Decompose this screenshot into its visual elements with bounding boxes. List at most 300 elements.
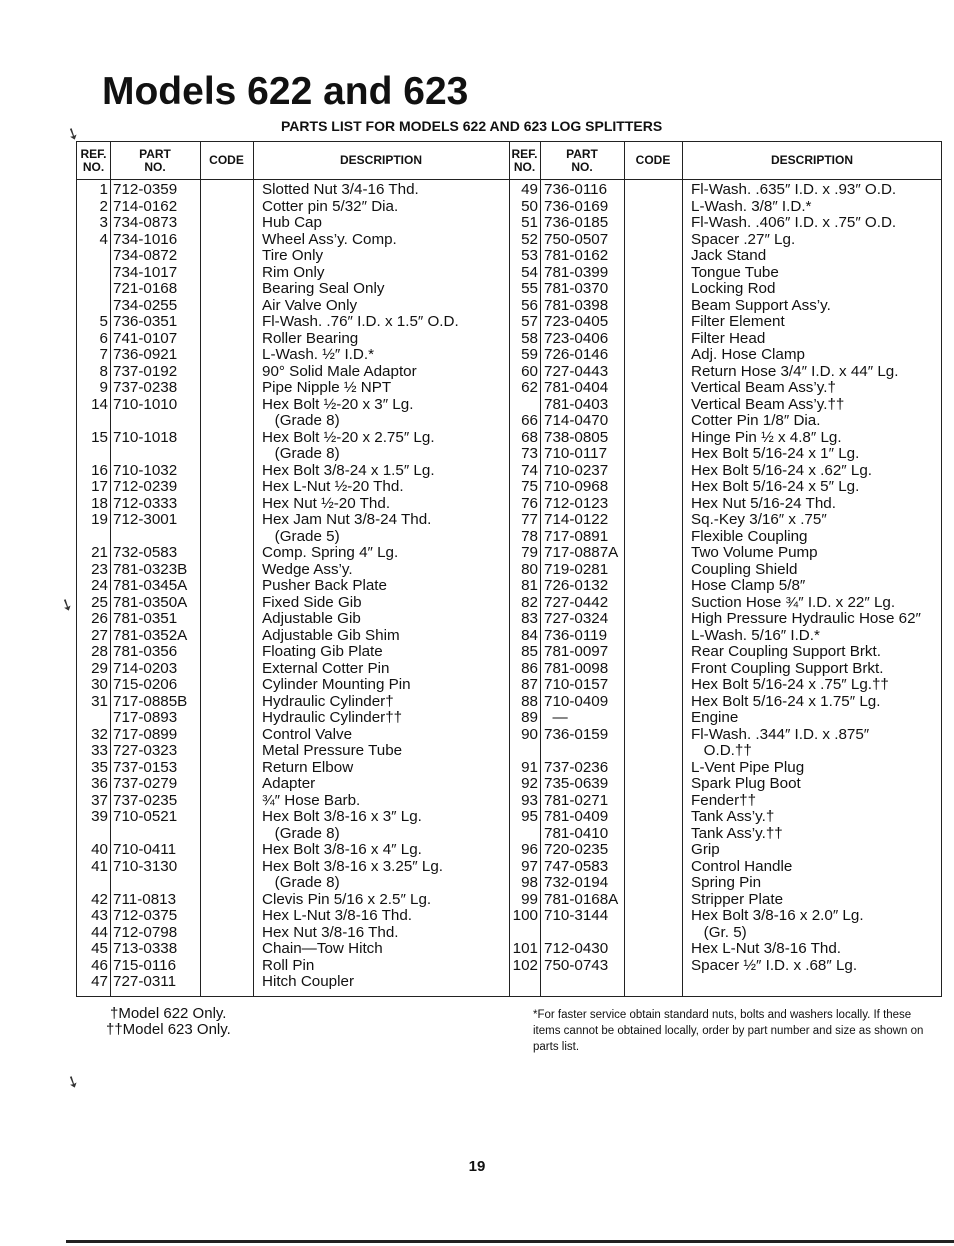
left-ref-cell bbox=[77, 446, 108, 463]
left-part-cell: 737-0235 bbox=[113, 791, 178, 809]
left-part-cell: 736-0921 bbox=[113, 346, 178, 363]
right-desc-cell: High Pressure Hydraulic Hose 62″ bbox=[691, 610, 921, 627]
left-part-cell: 717-0893 bbox=[113, 709, 178, 726]
model-footnotes bbox=[106, 1006, 231, 1038]
right-desc-cell: Fl-Wash. .406″ I.D. x .75″ O.D. bbox=[691, 214, 897, 231]
left-part-cell: 781-0323B bbox=[113, 560, 188, 578]
left-part-cell: 712-0333 bbox=[113, 494, 178, 512]
left-desc-cell: Hex Bolt 3/8-24 x 1.5″ Lg. bbox=[262, 461, 435, 479]
left-part-cell bbox=[113, 529, 201, 546]
right-desc-cell: Vertical Beam Ass’y.†† bbox=[691, 395, 845, 413]
left-ref-cell bbox=[77, 529, 108, 546]
right-ref-cell: 96 bbox=[521, 841, 538, 858]
right-desc-cell: L-Wash. 3/8″ I.D.* bbox=[691, 197, 812, 215]
left-part-cell: 717-0899 bbox=[113, 725, 178, 743]
left-part-cell: 737-0153 bbox=[113, 758, 178, 776]
left-desc-cell: Adapter bbox=[262, 775, 316, 792]
left-desc-cell: Cylinder Mounting Pin bbox=[262, 676, 411, 693]
left-part-cell: 781-0351 bbox=[113, 610, 178, 627]
left-part-cell: 712-0798 bbox=[113, 923, 178, 941]
right-ref-cell bbox=[509, 397, 538, 414]
right-part-cell: 710-0157 bbox=[544, 676, 609, 693]
right-ref-cell: 99 bbox=[521, 890, 538, 908]
right-ref-cell: 93 bbox=[521, 791, 538, 809]
left-part-cell bbox=[113, 826, 201, 843]
right-part-cell: 781-0399 bbox=[544, 263, 609, 281]
left-ref-cell: 16 bbox=[91, 461, 108, 479]
left-ref-cell: 43 bbox=[91, 907, 108, 924]
left-desc-cell: Hex Bolt ½-20 x 2.75″ Lg. bbox=[262, 428, 435, 446]
left-ref-cell bbox=[77, 298, 108, 315]
right-ref-cell: 102 bbox=[512, 956, 538, 974]
left-ref-cell: 37 bbox=[91, 791, 108, 809]
right-desc-cell: Two Volume Pump bbox=[691, 544, 818, 561]
service-footnote: *For faster service obtain standard nuts, bolts and washers locally. If these items cannot be obtained locally, order by part number and size as shown on parts list. bbox=[533, 1009, 924, 1053]
left-ref-cell: 24 bbox=[91, 577, 108, 594]
parts-list-subtitle: PARTS LIST FOR MODELS 622 AND 623 LOG SPLITTERS bbox=[281, 118, 663, 134]
left-ref-cell: 40 bbox=[91, 841, 108, 858]
right-desc-cell: Tongue Tube bbox=[691, 263, 779, 281]
left-ref-cell: 35 bbox=[91, 758, 108, 776]
header-description-left: DESCRIPTION bbox=[339, 153, 422, 167]
right-ref-cell bbox=[509, 925, 538, 942]
left-desc-cell: (Grade 8) bbox=[262, 412, 340, 429]
left-desc-cell: Hex Bolt 3/8-16 x 3″ Lg. bbox=[262, 808, 422, 825]
right-ref-cell: 89 bbox=[521, 709, 538, 726]
right-desc-cell: L-Vent Pipe Plug bbox=[691, 758, 805, 776]
header-ref-left: REF. NO. bbox=[80, 146, 107, 174]
right-ref-cell: 52 bbox=[521, 230, 538, 248]
scan-mark: ➘ bbox=[62, 1071, 83, 1093]
left-desc-cell: Hex L-Nut 3/8-16 Thd. bbox=[262, 907, 412, 924]
right-ref-cell: 56 bbox=[521, 296, 538, 314]
left-ref-cell bbox=[77, 248, 108, 265]
right-part-cell: 781-0370 bbox=[544, 280, 609, 297]
right-desc-cell: Hex Bolt 3/8-16 x 2.0″ Lg. bbox=[691, 907, 864, 924]
left-ref-cell: 2 bbox=[99, 197, 108, 215]
right-part-cell: 710-0237 bbox=[544, 461, 609, 479]
left-part-cell: 710-1010 bbox=[113, 395, 178, 413]
left-desc-cell: Air Valve Only bbox=[262, 296, 358, 314]
right-part-cell: 710-0409 bbox=[544, 692, 609, 710]
left-desc-cell: Pusher Back Plate bbox=[262, 577, 387, 594]
right-ref-cell: 75 bbox=[521, 478, 538, 495]
right-desc-cell: Vertical Beam Ass’y.† bbox=[691, 379, 836, 396]
left-part-cell: 727-0323 bbox=[113, 742, 178, 759]
left-desc-cell: Metal Pressure Tube bbox=[262, 742, 403, 759]
right-part-cell: 781-0398 bbox=[544, 296, 609, 314]
left-desc-cell: Bearing Seal Only bbox=[262, 280, 385, 297]
left-ref-cell: 8 bbox=[99, 362, 108, 380]
left-part-cell: 737-0192 bbox=[113, 362, 178, 380]
left-ref-cell: 26 bbox=[91, 610, 108, 627]
right-desc-cell: Hex Bolt 5/16-24 x 1″ Lg. bbox=[691, 445, 860, 462]
left-ref-cell: 25 bbox=[91, 593, 108, 611]
right-desc-cell: Spark Plug Boot bbox=[691, 775, 801, 792]
right-part-cell: 750-0743 bbox=[544, 956, 609, 974]
right-desc-cell: Flexible Coupling bbox=[691, 527, 808, 545]
left-part-cell: 710-1032 bbox=[113, 461, 178, 479]
left-ref-cell: 21 bbox=[91, 544, 108, 561]
footnote-model-622: †Model 622 Only. bbox=[110, 1005, 227, 1022]
left-desc-cell: (Grade 5) bbox=[262, 527, 340, 545]
left-desc-cell: Rim Only bbox=[262, 263, 325, 281]
right-part-cell: — bbox=[544, 709, 568, 726]
left-desc-cell: Clevis Pin 5/16 x 2.5″ Lg. bbox=[262, 890, 432, 908]
right-desc-cell: Locking Rod bbox=[691, 280, 776, 297]
right-part-cell: 727-0443 bbox=[544, 362, 609, 380]
right-ref-cell: 81 bbox=[521, 577, 538, 594]
left-ref-cell: 18 bbox=[91, 494, 108, 512]
right-part-cell: 737-0236 bbox=[544, 758, 609, 776]
left-ref-cell: 47 bbox=[91, 973, 108, 990]
left-ref-cell: 1 bbox=[99, 181, 108, 198]
right-part-cell: 727-0324 bbox=[544, 610, 609, 627]
left-part-cell: 734-0872 bbox=[113, 247, 178, 264]
left-ref-cell: 41 bbox=[91, 857, 108, 875]
right-desc-cell: Cotter Pin 1/8″ Dia. bbox=[691, 412, 821, 429]
left-part-cell: 727-0311 bbox=[113, 973, 177, 990]
left-ref-cell bbox=[77, 875, 108, 892]
bottom-rule bbox=[66, 1240, 954, 1243]
right-desc-cell: Suction Hose ¾″ I.D. x 22″ Lg. bbox=[691, 593, 896, 611]
right-description-column bbox=[691, 182, 943, 974]
right-part-cell: 710-0968 bbox=[544, 478, 609, 495]
right-ref-cell: 73 bbox=[521, 445, 538, 462]
left-ref-cell: 3 bbox=[99, 214, 108, 231]
right-part-cell: 735-0639 bbox=[544, 775, 609, 792]
page-number: 19 bbox=[468, 1158, 486, 1175]
left-desc-cell: Wedge Ass’y. bbox=[262, 560, 353, 578]
right-ref-cell: 87 bbox=[521, 676, 538, 693]
right-part-cell: 727-0442 bbox=[544, 593, 609, 611]
left-desc-cell: Control Valve bbox=[262, 725, 353, 743]
header-code-left: CODE bbox=[209, 153, 244, 167]
scan-mark: ➘ bbox=[62, 123, 83, 145]
right-ref-cell: 54 bbox=[521, 263, 538, 281]
right-ref-cell: 50 bbox=[521, 197, 538, 215]
left-desc-cell: Slotted Nut 3/4-16 Thd. bbox=[262, 181, 419, 198]
left-part-cell: 781-0350A bbox=[113, 593, 188, 611]
right-ref-cell: 98 bbox=[521, 874, 538, 891]
left-desc-cell: Fl-Wash. .76″ I.D. x 1.5″ O.D. bbox=[262, 313, 459, 330]
left-ref-cell bbox=[77, 413, 108, 430]
left-ref-cell bbox=[77, 826, 108, 843]
left-desc-cell: Hex Nut ½-20 Thd. bbox=[262, 494, 391, 512]
right-part-cell: 717-0887A bbox=[544, 544, 619, 561]
left-ref-cell: 39 bbox=[91, 808, 108, 825]
right-desc-cell: Spacer .27″ Lg. bbox=[691, 230, 796, 248]
left-part-cell bbox=[113, 875, 201, 892]
right-desc-cell: (Gr. 5) bbox=[691, 923, 747, 941]
right-part-cell: 736-0169 bbox=[544, 197, 609, 215]
right-desc-cell: Hex L-Nut 3/8-16 Thd. bbox=[691, 940, 841, 957]
header-ref-right: REF. NO. bbox=[511, 146, 538, 174]
left-desc-cell: Hex L-Nut ½-20 Thd. bbox=[262, 478, 404, 495]
left-desc-cell: Cotter pin 5/32″ Dia. bbox=[262, 197, 399, 215]
right-part-cell: 712-0123 bbox=[544, 494, 609, 512]
right-part-cell: 736-0119 bbox=[544, 626, 608, 644]
right-ref-cell: 91 bbox=[521, 758, 538, 776]
header-part-right: PART NO. bbox=[566, 146, 598, 174]
left-desc-cell: Hex Bolt 3/8-16 x 4″ Lg. bbox=[262, 841, 422, 858]
left-part-cell: 734-0873 bbox=[113, 214, 178, 231]
right-ref-cell: 92 bbox=[521, 775, 538, 792]
right-desc-cell: Spacer ½″ I.D. x .68″ Lg. bbox=[691, 956, 858, 974]
right-ref-cell: 53 bbox=[521, 247, 538, 264]
right-desc-cell: Tank Ass’y.†† bbox=[691, 824, 783, 842]
right-part-cell: 781-0403 bbox=[544, 395, 609, 413]
left-ref-cell: 6 bbox=[99, 329, 108, 347]
right-part-cell: 723-0405 bbox=[544, 313, 609, 330]
right-desc-cell: Fender†† bbox=[691, 791, 757, 809]
left-ref-cell bbox=[77, 710, 108, 727]
left-ref-cell: 28 bbox=[91, 643, 108, 660]
right-ref-cell: 85 bbox=[521, 643, 538, 660]
left-desc-cell: (Grade 8) bbox=[262, 874, 340, 891]
right-desc-cell: Return Hose 3/4″ I.D. x 44″ Lg. bbox=[691, 362, 899, 380]
left-part-cell: 711-0813 bbox=[113, 890, 177, 908]
left-part-cell: 781-0356 bbox=[113, 643, 178, 660]
right-part-cell: 717-0891 bbox=[544, 527, 609, 545]
left-desc-cell: Pipe Nipple ½ NPT bbox=[262, 379, 392, 396]
right-part-cell: 714-0470 bbox=[544, 412, 609, 429]
right-ref-cell: 62 bbox=[521, 379, 538, 396]
right-ref-cell: 80 bbox=[521, 560, 538, 578]
right-desc-cell: Filter Element bbox=[691, 313, 785, 330]
right-part-cell: 712-0430 bbox=[544, 940, 609, 957]
left-part-cell: 717-0885B bbox=[113, 692, 188, 710]
right-ref-cell: 86 bbox=[521, 659, 538, 677]
left-desc-cell: Hub Cap bbox=[262, 214, 322, 231]
left-desc-cell: Adjustable Gib bbox=[262, 610, 361, 627]
right-desc-cell: Adj. Hose Clamp bbox=[691, 346, 805, 363]
right-desc-cell: Tank Ass’y.† bbox=[691, 808, 775, 825]
right-part-cell: 738-0805 bbox=[544, 428, 609, 446]
left-part-cell: 710-3130 bbox=[113, 857, 178, 875]
left-desc-cell: ¾″ Hose Barb. bbox=[262, 791, 361, 809]
left-desc-cell: Wheel Ass’y. Comp. bbox=[262, 230, 397, 248]
right-desc-cell: Hex Bolt 5/16-24 x 1.75″ Lg. bbox=[691, 692, 881, 710]
left-ref-cell: 46 bbox=[91, 956, 108, 974]
left-ref-cell: 31 bbox=[91, 692, 108, 710]
right-desc-cell: Beam Support Ass’y. bbox=[691, 296, 831, 314]
left-part-cell: 714-0162 bbox=[113, 197, 178, 215]
right-desc-cell: Jack Stand bbox=[691, 247, 767, 264]
right-part-cell: 720-0235 bbox=[544, 841, 609, 858]
right-desc-cell: Stripper Plate bbox=[691, 890, 784, 908]
right-part-cell bbox=[544, 925, 624, 942]
right-ref-cell: 51 bbox=[521, 214, 538, 231]
right-ref-cell: 88 bbox=[521, 692, 538, 710]
left-desc-cell: Hydraulic Cylinder† bbox=[262, 692, 394, 710]
right-part-cell: 781-0162 bbox=[544, 247, 609, 264]
left-part-cell: 710-0411 bbox=[113, 841, 177, 858]
left-part-cell: 715-0116 bbox=[113, 956, 177, 974]
left-desc-cell: Hex Bolt 3/8-16 x 3.25″ Lg. bbox=[262, 857, 443, 875]
left-ref-cell bbox=[77, 265, 108, 282]
right-part-cell: 710-3144 bbox=[544, 907, 609, 924]
right-desc-cell: Hex Bolt 5/16-24 x 5″ Lg. bbox=[691, 478, 860, 495]
right-ref-cell: 60 bbox=[521, 362, 538, 380]
left-ref-cell bbox=[77, 281, 108, 298]
right-ref-cell: 97 bbox=[521, 857, 538, 875]
left-desc-cell: Hitch Coupler bbox=[262, 973, 355, 990]
right-ref-cell: 68 bbox=[521, 428, 538, 446]
right-ref-cell bbox=[509, 826, 538, 843]
left-part-cell: 712-3001 bbox=[113, 511, 178, 528]
left-part-cell: 734-1016 bbox=[113, 230, 178, 248]
left-desc-cell: L-Wash. ½″ I.D.* bbox=[262, 346, 374, 363]
left-desc-cell: Roller Bearing bbox=[262, 329, 359, 347]
left-desc-cell: External Cotter Pin bbox=[262, 659, 390, 677]
left-part-cell: 734-1017 bbox=[113, 263, 178, 281]
left-ref-cell: 27 bbox=[91, 626, 108, 644]
right-ref-cell: 78 bbox=[521, 527, 538, 545]
left-part-cell: 710-0521 bbox=[113, 808, 178, 825]
left-ref-cell: 14 bbox=[91, 395, 108, 413]
left-ref-cell: 9 bbox=[99, 379, 108, 396]
left-ref-cell: 36 bbox=[91, 775, 108, 792]
right-part-cell: 736-0116 bbox=[544, 181, 608, 198]
left-part-cell: 712-0359 bbox=[113, 181, 178, 198]
left-desc-cell: (Grade 8) bbox=[262, 445, 340, 462]
right-ref-cell: 77 bbox=[521, 511, 538, 528]
left-desc-cell: (Grade 8) bbox=[262, 824, 340, 842]
left-desc-cell: 90° Solid Male Adaptor bbox=[262, 362, 417, 380]
left-part-cell: 781-0352A bbox=[113, 626, 188, 644]
right-ref-cell: 55 bbox=[521, 280, 538, 297]
right-desc-cell: Grip bbox=[691, 841, 720, 858]
left-desc-cell: Roll Pin bbox=[262, 956, 315, 974]
header-description-right: DESCRIPTION bbox=[770, 153, 853, 167]
left-part-cell: 781-0345A bbox=[113, 577, 188, 594]
right-desc-cell: Hinge Pin ½ x 4.8″ Lg. bbox=[691, 428, 842, 446]
footnote-model-623: ††Model 623 Only. bbox=[106, 1021, 231, 1038]
right-desc-cell: Hose Clamp 5/8″ bbox=[691, 577, 806, 594]
right-desc-cell: Engine bbox=[691, 709, 739, 726]
left-ref-cell: 19 bbox=[91, 511, 108, 528]
right-part-cell: 781-0098 bbox=[544, 659, 609, 677]
left-part-cell: 714-0203 bbox=[113, 659, 178, 677]
left-part-cell: 732-0583 bbox=[113, 544, 178, 561]
right-part-cell: 732-0194 bbox=[544, 874, 609, 891]
right-part-cell: 781-0410 bbox=[544, 824, 609, 842]
left-ref-cell: 33 bbox=[91, 742, 108, 759]
left-ref-cell: 45 bbox=[91, 940, 108, 957]
left-part-cell bbox=[113, 446, 201, 463]
right-part-cell: 710-0117 bbox=[544, 445, 608, 462]
right-ref-cell: 83 bbox=[521, 610, 538, 627]
right-part-cell: 781-0404 bbox=[544, 379, 609, 396]
left-ref-cell: 42 bbox=[91, 890, 108, 908]
right-ref-cell: 79 bbox=[521, 544, 538, 561]
right-part-cell: 781-0097 bbox=[544, 643, 609, 660]
right-desc-cell: Front Coupling Support Brkt. bbox=[691, 659, 884, 677]
right-ref-cell: 100 bbox=[512, 907, 538, 924]
right-desc-cell: Hex Bolt 5/16-24 x .62″ Lg. bbox=[691, 461, 872, 479]
parts-table bbox=[76, 141, 942, 997]
left-desc-cell: Comp. Spring 4″ Lg. bbox=[262, 544, 399, 561]
left-ref-cell: 44 bbox=[91, 923, 108, 941]
left-desc-cell: Return Elbow bbox=[262, 758, 354, 776]
right-desc-cell: Rear Coupling Support Brkt. bbox=[691, 643, 881, 660]
left-part-cell: 712-0239 bbox=[113, 478, 178, 495]
right-ref-column bbox=[509, 182, 538, 974]
left-ref-cell: 15 bbox=[91, 428, 108, 446]
left-desc-cell: Fixed Side Gib bbox=[262, 593, 362, 611]
left-part-cell: 715-0206 bbox=[113, 676, 178, 693]
right-ref-cell: 95 bbox=[521, 808, 538, 825]
right-part-cell: 781-0168A bbox=[544, 890, 619, 908]
left-part-column bbox=[113, 182, 201, 991]
left-desc-cell: Floating Gib Plate bbox=[262, 643, 383, 660]
right-ref-cell: 57 bbox=[521, 313, 538, 330]
left-ref-cell: 17 bbox=[91, 478, 108, 495]
right-desc-cell: Hex Nut 5/16-24 Thd. bbox=[691, 494, 836, 512]
header-code-right: CODE bbox=[635, 153, 671, 167]
right-ref-cell: 74 bbox=[521, 461, 538, 479]
right-ref-cell: 84 bbox=[521, 626, 538, 644]
right-part-cell: 747-0583 bbox=[544, 857, 609, 875]
right-desc-cell: Fl-Wash. .635″ I.D. x .93″ O.D. bbox=[691, 181, 897, 198]
right-part-cell: 719-0281 bbox=[544, 560, 609, 578]
header-part-left: PART NO. bbox=[139, 146, 171, 174]
scan-mark: ➘ bbox=[56, 594, 77, 616]
left-part-cell: 713-0338 bbox=[113, 940, 178, 957]
right-desc-cell: Fl-Wash. .344″ I.D. x .875″ bbox=[691, 725, 870, 743]
right-desc-cell: Filter Head bbox=[691, 329, 766, 347]
left-desc-cell: Adjustable Gib Shim bbox=[262, 626, 400, 644]
right-ref-cell: 101 bbox=[512, 940, 538, 957]
right-part-cell: 781-0409 bbox=[544, 808, 609, 825]
left-ref-cell: 5 bbox=[99, 313, 108, 330]
right-part-cell: 726-0146 bbox=[544, 346, 609, 363]
left-ref-cell: 32 bbox=[91, 725, 108, 743]
right-part-cell: 736-0185 bbox=[544, 214, 609, 231]
right-ref-cell: 59 bbox=[521, 346, 538, 363]
right-part-cell: 781-0271 bbox=[544, 791, 609, 809]
left-part-cell: 710-1018 bbox=[113, 428, 178, 446]
right-desc-cell: Coupling Shield bbox=[691, 560, 798, 578]
right-part-cell: 723-0406 bbox=[544, 329, 609, 347]
left-part-cell: 737-0279 bbox=[113, 775, 178, 792]
right-part-cell bbox=[544, 743, 624, 760]
left-part-cell: 741-0107 bbox=[113, 329, 178, 347]
right-ref-cell: 82 bbox=[521, 593, 538, 611]
left-desc-cell: Hex Bolt ½-20 x 3″ Lg. bbox=[262, 395, 414, 413]
left-desc-cell: Chain—Tow Hitch bbox=[262, 940, 383, 957]
right-desc-cell: Spring Pin bbox=[691, 874, 762, 891]
right-desc-cell: L-Wash. 5/16″ I.D.* bbox=[691, 626, 820, 644]
right-ref-cell: 76 bbox=[521, 494, 538, 512]
left-ref-cell: 30 bbox=[91, 676, 108, 693]
right-desc-cell: O.D.†† bbox=[691, 742, 752, 759]
right-part-cell: 736-0159 bbox=[544, 725, 609, 743]
right-desc-cell: Hex Bolt 5/16-24 x .75″ Lg.†† bbox=[691, 676, 889, 693]
left-description-column bbox=[262, 182, 508, 991]
left-desc-cell: Tire Only bbox=[262, 247, 324, 264]
right-part-cell: 750-0507 bbox=[544, 230, 609, 248]
left-part-cell: 721-0168 bbox=[113, 280, 178, 297]
left-part-cell: 734-0255 bbox=[113, 296, 178, 314]
left-part-cell: 712-0375 bbox=[113, 907, 178, 924]
right-ref-cell: 49 bbox=[521, 181, 538, 198]
right-ref-cell: 66 bbox=[521, 412, 538, 429]
right-part-cell: 714-0122 bbox=[544, 511, 609, 528]
right-desc-cell: Sq.-Key 3/16″ x .75″ bbox=[691, 511, 827, 528]
right-ref-cell bbox=[509, 743, 538, 760]
